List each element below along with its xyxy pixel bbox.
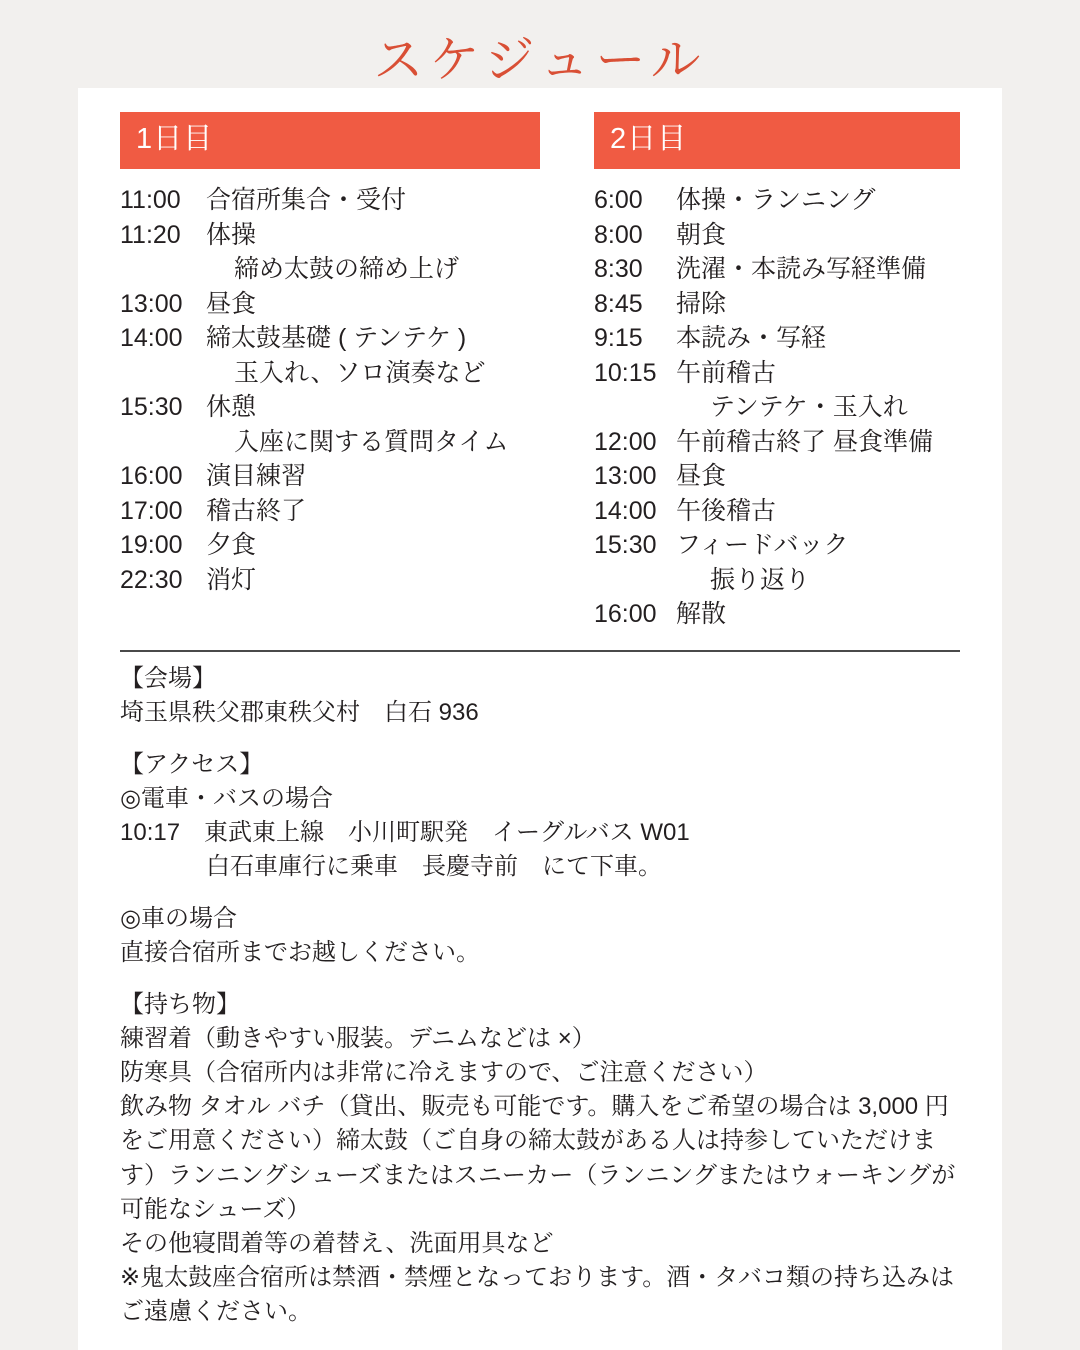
row-label: 稽古終了 bbox=[206, 496, 307, 525]
row-label: 玉入れ、ソロ演奏など bbox=[234, 358, 486, 387]
schedule-sheet bbox=[78, 88, 1002, 1350]
schedule-row bbox=[594, 356, 960, 391]
row-label: 朝食 bbox=[676, 220, 727, 249]
venue-heading: 【会場】 bbox=[120, 664, 216, 692]
row-time: 17:00 bbox=[120, 496, 183, 525]
row-time: 16:00 bbox=[120, 462, 183, 490]
schedule-row bbox=[594, 183, 960, 218]
row-label: 演目練習 bbox=[206, 462, 307, 490]
day1-schedule bbox=[120, 183, 540, 597]
schedule-row bbox=[120, 321, 540, 356]
schedule-row bbox=[594, 563, 960, 598]
row-time: 13:00 bbox=[594, 462, 657, 490]
day1-header: 1日目 bbox=[120, 112, 540, 169]
row-time: 8:00 bbox=[594, 220, 643, 249]
row-label: 入座に関する質問タイム bbox=[234, 427, 509, 456]
spacer bbox=[120, 884, 960, 902]
row-label: 合宿所集合・受付 bbox=[206, 186, 407, 214]
schedule-row bbox=[594, 597, 960, 632]
row-time: 8:30 bbox=[594, 255, 643, 283]
items-note: ※鬼太鼓座合宿所は禁酒・禁煙となっております。酒・タバコ類の持ち込みはご遠慮ください。 bbox=[120, 1263, 954, 1325]
schedule-row bbox=[594, 287, 960, 322]
row-time: 15:30 bbox=[594, 531, 657, 559]
row-time: 14:00 bbox=[594, 496, 657, 525]
row-time: 6:00 bbox=[594, 186, 643, 214]
row-label: 洗濯・本読み写経準備 bbox=[676, 255, 927, 283]
page-title: スケジュール bbox=[373, 32, 707, 88]
row-time: 10:15 bbox=[594, 358, 657, 387]
schedule-row bbox=[594, 390, 960, 425]
schedule-row bbox=[120, 356, 540, 391]
items-heading: 【持ち物】 bbox=[120, 991, 240, 1019]
schedule-row bbox=[120, 459, 540, 494]
day2-header: 2日目 bbox=[594, 112, 960, 169]
row-label: テンテケ・玉入れ bbox=[710, 393, 908, 421]
items-line-4: その他寝間着等の着替え、洗面用具など bbox=[120, 1229, 554, 1257]
schedule-row bbox=[120, 528, 540, 563]
row-time: 16:00 bbox=[594, 600, 657, 628]
days-container bbox=[120, 112, 960, 632]
items-line-2: 防寒具（合宿所内は非常に冷えますので、ご注意ください） bbox=[120, 1059, 768, 1087]
row-time: 8:45 bbox=[594, 289, 643, 318]
venue-address: 埼玉県秩父郡東秩父村 白石 936 bbox=[120, 698, 479, 726]
items-line-3: 飲み物 タオル バチ（貸出、販売も可能です。購入をご希望の場合は 3,000 円をご用意ください）締太鼓（ご自身の締太鼓がある人は持参していただけます）ランニングシューズまたはスニーカー（ランニングまたはウォーキングが可能なシューズ） bbox=[120, 1093, 956, 1223]
access-car-line: 直接合宿所までお越しください。 bbox=[120, 939, 480, 967]
schedule-row bbox=[120, 287, 540, 322]
access-train-line-2: 白石車庫行に乗車 長慶寺前 にて下車。 bbox=[206, 852, 662, 880]
schedule-row bbox=[594, 459, 960, 494]
schedule-row bbox=[120, 252, 540, 287]
row-time: 19:00 bbox=[120, 531, 183, 559]
row-time: 22:30 bbox=[120, 565, 183, 594]
schedule-row bbox=[120, 390, 540, 425]
row-label: 夕食 bbox=[206, 531, 257, 559]
row-label: 体操 bbox=[206, 220, 257, 249]
schedule-row bbox=[120, 563, 540, 598]
day2-schedule bbox=[594, 183, 960, 632]
schedule-row bbox=[594, 425, 960, 460]
schedule-row bbox=[594, 321, 960, 356]
row-label: 午後稽古 bbox=[676, 496, 777, 525]
schedule-row bbox=[120, 494, 540, 529]
schedule-row bbox=[120, 425, 540, 460]
row-label: 解散 bbox=[676, 600, 727, 628]
row-label: 締太鼓基礎 ( テンテケ ) bbox=[206, 324, 467, 352]
row-label: 掃除 bbox=[676, 289, 727, 318]
row-label: フィードバック bbox=[676, 531, 849, 559]
schedule-row bbox=[120, 183, 540, 218]
row-label: 消灯 bbox=[206, 565, 257, 594]
info-section bbox=[120, 662, 960, 1329]
access-car-heading: ◎車の場合 bbox=[120, 904, 237, 932]
day1-column bbox=[120, 112, 540, 632]
schedule-row bbox=[594, 494, 960, 529]
row-time: 11:00 bbox=[120, 186, 181, 214]
access-heading: 【アクセス】 bbox=[120, 750, 264, 778]
schedule-row bbox=[594, 218, 960, 253]
row-label: 休憩 bbox=[206, 393, 257, 421]
row-label: 体操・ランニング bbox=[676, 186, 876, 214]
row-label: 昼食 bbox=[676, 462, 727, 490]
schedule-row bbox=[594, 528, 960, 563]
row-time: 13:00 bbox=[120, 289, 183, 318]
row-label: 振り返り bbox=[710, 565, 811, 594]
row-label: 午前稽古終了 昼食準備 bbox=[676, 427, 933, 456]
row-label: 午前稽古 bbox=[676, 358, 777, 387]
section-divider bbox=[120, 650, 960, 652]
spacer bbox=[120, 970, 960, 988]
row-label: 昼食 bbox=[206, 289, 257, 318]
spacer bbox=[120, 730, 960, 748]
access-train-line-1: 10:17 東武東上線 小川町駅発 イーグルバス W01 bbox=[120, 818, 690, 846]
row-time: 9:15 bbox=[594, 324, 643, 352]
row-time: 12:00 bbox=[594, 427, 657, 456]
row-label: 締め太鼓の締め上げ bbox=[234, 255, 460, 283]
row-label: 本読み・写経 bbox=[676, 324, 827, 352]
row-time: 11:20 bbox=[120, 220, 181, 249]
day2-column bbox=[540, 112, 960, 632]
schedule-row bbox=[120, 218, 540, 253]
items-line-1: 練習着（動きやすい服装。デニムなどは ×） bbox=[120, 1025, 596, 1053]
row-time: 15:30 bbox=[120, 393, 183, 421]
row-time: 14:00 bbox=[120, 324, 183, 352]
schedule-row bbox=[594, 252, 960, 287]
access-train-heading: ◎電車・バスの場合 bbox=[120, 784, 333, 812]
